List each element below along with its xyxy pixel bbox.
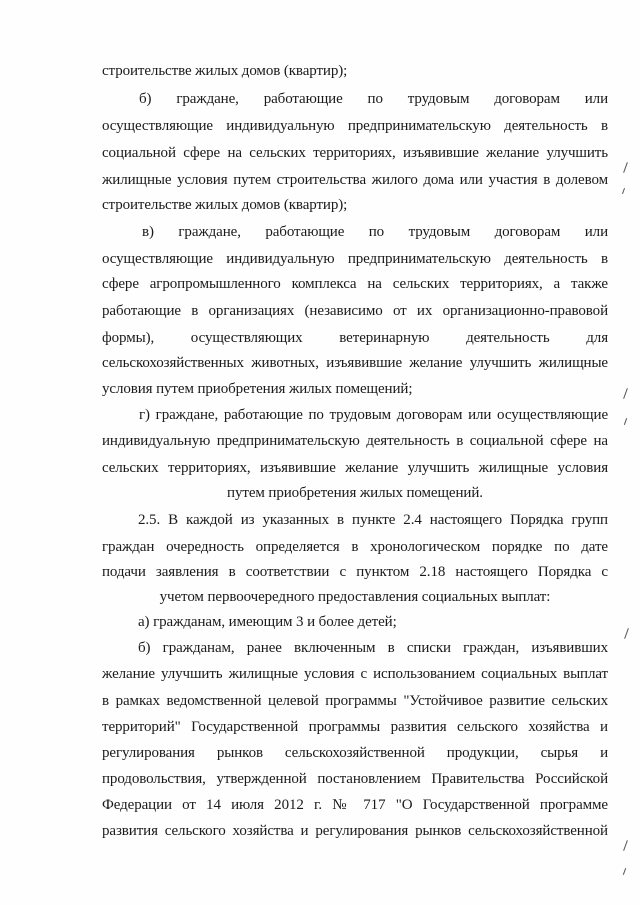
text-line-26: территорий" Государственной программы развития сельского хозяйства и — [102, 719, 608, 735]
margin-pen-mark — [624, 628, 629, 639]
text-line-11: формы), осуществляющих ветеринарную деятельность для — [102, 330, 608, 346]
text-line-13: условия путем приобретения жилых помещений; — [102, 381, 413, 397]
margin-pen-mark — [623, 388, 628, 399]
margin-pen-mark — [623, 868, 626, 875]
text-line-14: г) граждане, работающие по трудовым договорам или осуществляющие — [139, 407, 608, 423]
text-line-17: путем приобретения жилых помещений. — [227, 485, 483, 501]
text-line-6: строительстве жилых домов (квартир); — [102, 197, 348, 213]
text-line-12: сельскохозяйственных животных, изъявившие желание улучшить жилищные — [102, 355, 608, 371]
text-line-21: учетом первоочередного предоставления социальных выплат: — [159, 589, 551, 605]
text-line-29: Федерации от 14 июля 2012 г. № 717 "О Государственной программе — [102, 797, 608, 813]
text-line-18: 2.5. В каждой из указанных в пункте 2.4 настоящего Порядка групп — [138, 512, 608, 528]
text-line-15: индивидуальную предпринимательскую деятельность в социальной сфере на — [102, 433, 608, 449]
text-line-20: подачи заявления в соответствии с пунктом 2.18 настоящего Порядка с — [102, 564, 608, 580]
text-line-2: б) граждане, работающие по трудовым договорам или — [139, 91, 608, 107]
text-line-7: в) граждане, работающие по трудовым договорам или — [142, 224, 608, 240]
text-line-5: жилищные условия путем строительства жилого дома или участия в долевом — [102, 172, 608, 188]
text-line-3: осуществляющие индивидуальную предпринимательскую деятельность в — [102, 118, 608, 134]
text-line-28: продовольствия, утвержденной постановлением Правительства Российской — [102, 771, 608, 787]
text-line-24: желание улучшить жилищные условия с использованием социальных выплат — [102, 666, 608, 682]
margin-pen-mark — [623, 840, 628, 851]
text-line-16: сельских территориях, изъявившие желание улучшить жилищные условия — [102, 460, 608, 476]
text-line-30: развития сельского хозяйства и регулирования рынков сельскохозяйственной — [102, 823, 608, 839]
text-line-4: социальной сфере на сельских территориях, изъявившие желание улучшить — [102, 145, 608, 161]
text-line-10: работающие в организациях (независимо от их организационно-правовой — [102, 303, 608, 319]
margin-pen-mark — [622, 188, 625, 194]
margin-pen-mark — [623, 162, 628, 173]
text-line-19: граждан очередность определяется в хронологическом порядке по дате — [102, 539, 608, 555]
margin-pen-mark — [624, 418, 627, 425]
text-line-9: сфере агропромышленного комплекса на сельских территориях, а также — [102, 276, 608, 292]
text-line-25: в рамках ведомственной целевой программы "Устойчивое развитие сельских — [102, 693, 608, 709]
text-line-8: осуществляющие индивидуальную предпринимательскую деятельность в — [102, 251, 608, 267]
text-line-27: регулирования рынков сельскохозяйственной продукции, сырья и — [102, 745, 608, 761]
text-line-22: а) гражданам, имеющим 3 и более детей; — [138, 614, 397, 630]
text-line-23: б) гражданам, ранее включенным в списки граждан, изъявивших — [138, 640, 608, 656]
text-line-1: строительстве жилых домов (квартир); — [102, 63, 348, 79]
